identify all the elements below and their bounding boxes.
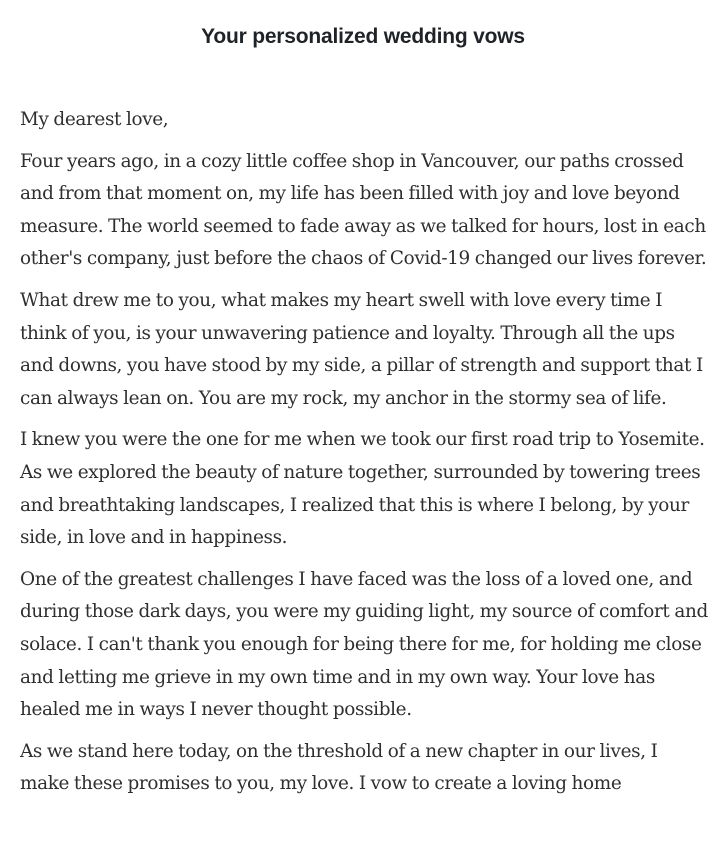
vows-paragraph-4: One of the greatest challenges I have faced was the loss of a loved one, and during those dark days, you were my guiding light, my source of comfort and solace. I can't thank you enough for being there for me, for holding me close and letting me grieve in my own time and in my own way. Your love has healed me in ways I never thought possible. (20, 568, 708, 721)
vows-paragraph-3: I knew you were the one for me when we took our first road trip to Yosemite. As we explored the beauty of nature together, surrounded by towering trees and breathtaking landscapes, I realized that this is where I belong, by your side, in love and in happiness. (20, 429, 705, 549)
vows-paragraph-2: What drew me to you, what makes my heart swell with love every time I think of you, is your unwavering patience and loyalty. Through all the ups and downs, you have stood by my side, a pillar of strength and support that I can always lean on. You are my rock, my anchor in the stormy sea of life. (20, 289, 703, 409)
vows-greeting: My dearest love, (20, 109, 169, 130)
vows-text (20, 104, 710, 810)
vows-paragraph-1: Four years ago, in a cozy little coffee shop in Vancouver, our paths crossed and from that moment on, my life has been filled with joy and love beyond measure. The world seemed to fade away as we talked for hours, lost in each other's company, just before the chaos of Covid-19 changed our lives forever. (20, 150, 707, 270)
page-title: Your personalized wedding vows (201, 25, 525, 48)
vows-paragraph-5: As we stand here today, on the threshold of a new chapter in our lives, I make these promises to you, my love. I vow to create a loving home (20, 740, 658, 795)
